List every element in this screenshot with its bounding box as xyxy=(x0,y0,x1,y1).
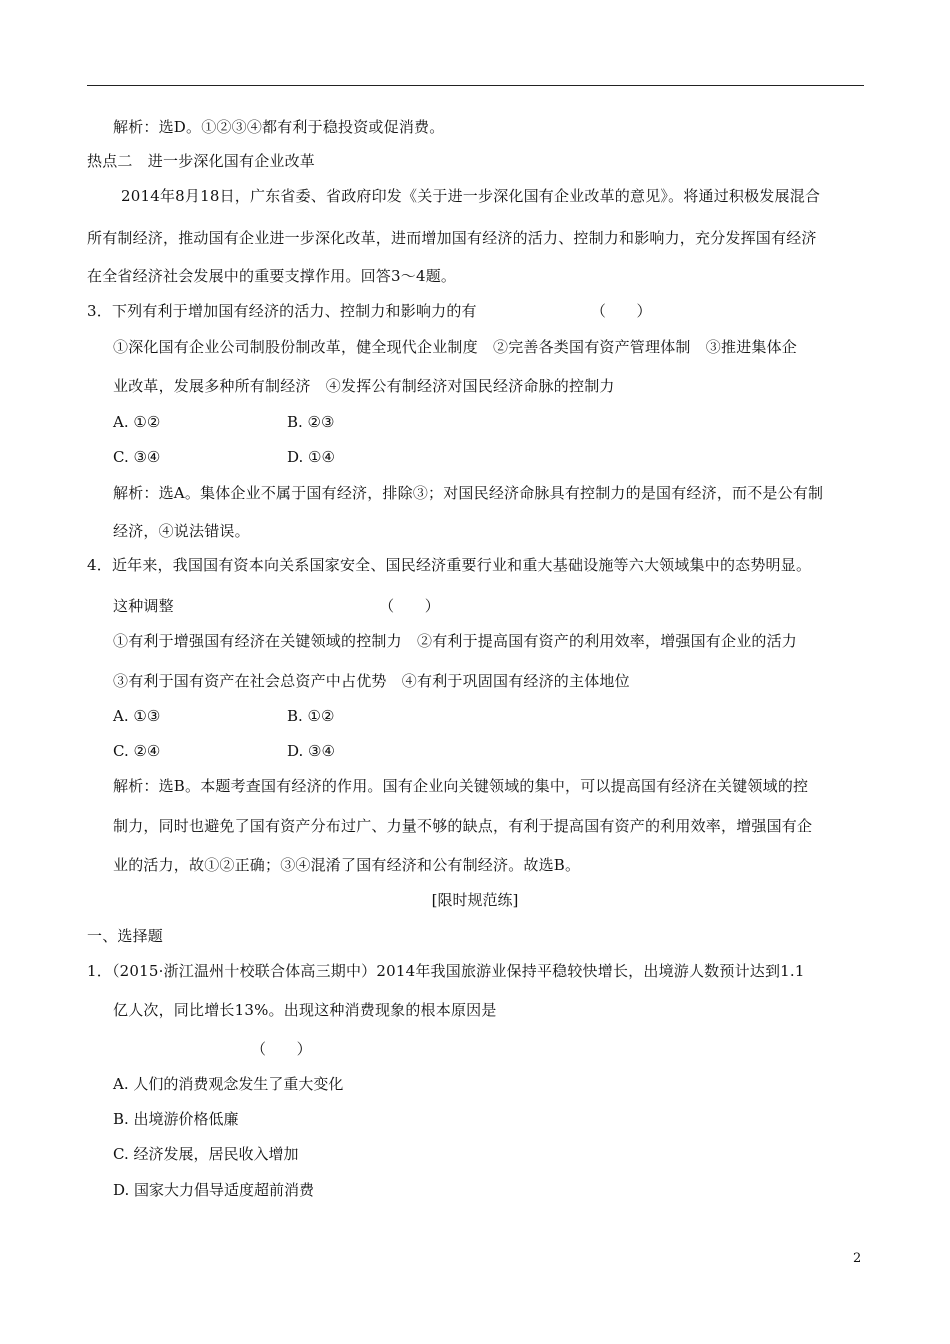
q1-option-c: C. 经济发展，居民收入增加 xyxy=(113,1145,299,1163)
q4-option-d: D. ③④ xyxy=(287,742,335,760)
paragraph-line: 在全省经济社会发展中的重要支撑作用。回答3～4题。 xyxy=(87,267,457,285)
q4-option-b: B. ①② xyxy=(287,707,335,725)
answer-bracket: （ ） xyxy=(251,1040,312,1058)
paragraph-line: 所有制经济，推动国有企业进一步深化改革，进而增加国有经济的活力、控制力和影响力，充分发挥国有经济 xyxy=(87,229,817,247)
q3-option-c: C. ③④ xyxy=(113,448,161,466)
analysis-line: 经济，④说法错误。 xyxy=(113,522,250,540)
q1-option-b: B. 出境游价格低廉 xyxy=(113,1110,239,1128)
question-4-statements: ③有利于国有资产在社会总资产中占优势 ④有利于巩固国有经济的主体地位 xyxy=(113,672,630,690)
question-4-stem: 4．近年来，我国国有资本向关系国家安全、国民经济重要行业和重大基础设施等六大领域集中的态势明显。 xyxy=(87,556,812,574)
section-heading: 一、选择题 xyxy=(87,927,164,945)
question-4-statements: ①有利于增强国有经济在关键领域的控制力 ②有利于提高国有资产的利用效率，增强国有企业的活力 xyxy=(113,632,798,650)
question-3-statements: 业改革，发展多种所有制经济 ④发挥公有制经济对国民经济命脉的控制力 xyxy=(113,377,615,395)
analysis-line: 解析：选B。本题考查国有经济的作用。国有企业向关键领域的集中，可以提高国有经济在关键领域的控 xyxy=(113,777,809,795)
q3-option-a: A. ①② xyxy=(113,413,161,431)
q3-option-d: D. ①④ xyxy=(287,448,335,466)
q3-option-b: B. ②③ xyxy=(287,413,335,431)
page-number: 2 xyxy=(853,1251,862,1266)
paragraph-line: 2014年8月18日，广东省委、省政府印发《关于进一步深化国有企业改革的意见》。将通过积极发展混合 xyxy=(121,187,821,205)
q1-option-d: D. 国家大力倡导适度超前消费 xyxy=(113,1181,315,1199)
hotspot-heading: 热点二 进一步深化国有企业改革 xyxy=(87,152,316,170)
question-1-stem: 1．（2015·浙江温州十校联合体高三期中）2014年我国旅游业保持平稳较快增长，出境游人数预计达到1.1 xyxy=(87,962,805,980)
question-4-stem: 这种调整 （ ） xyxy=(113,597,440,615)
q4-option-c: C. ②④ xyxy=(113,742,161,760)
question-3-stem: 3．下列有利于增加国有经济的活力、控制力和影响力的有 （ ） xyxy=(87,302,652,320)
question-3-statements: ①深化国有企业公司制股份制改革，健全现代企业制度 ②完善各类国有资产管理体制 ③推进集体企 xyxy=(113,338,798,356)
q1-option-a: A. 人们的消费观念发生了重大变化 xyxy=(113,1075,344,1093)
analysis-line: 业的活力，故①②正确；③④混淆了国有经济和公有制经济。故选B。 xyxy=(113,856,581,874)
q4-option-a: A. ①③ xyxy=(113,707,161,725)
header-rule xyxy=(87,85,864,86)
analysis-line: 解析：选D。①②③④都有利于稳投资或促消费。 xyxy=(113,118,445,136)
question-1-stem: 亿人次，同比增长13%。出现这种消费现象的根本原因是 xyxy=(113,1001,497,1019)
section-title: [限时规范练] xyxy=(431,891,519,909)
analysis-line: 解析：选A。集体企业不属于国有经济，排除③；对国民经济命脉具有控制力的是国有经济，而不是公有制 xyxy=(113,484,824,502)
analysis-line: 制力，同时也避免了国有资产分布过广、力量不够的缺点，有利于提高国有资产的利用效率，增强国有企 xyxy=(113,817,813,835)
